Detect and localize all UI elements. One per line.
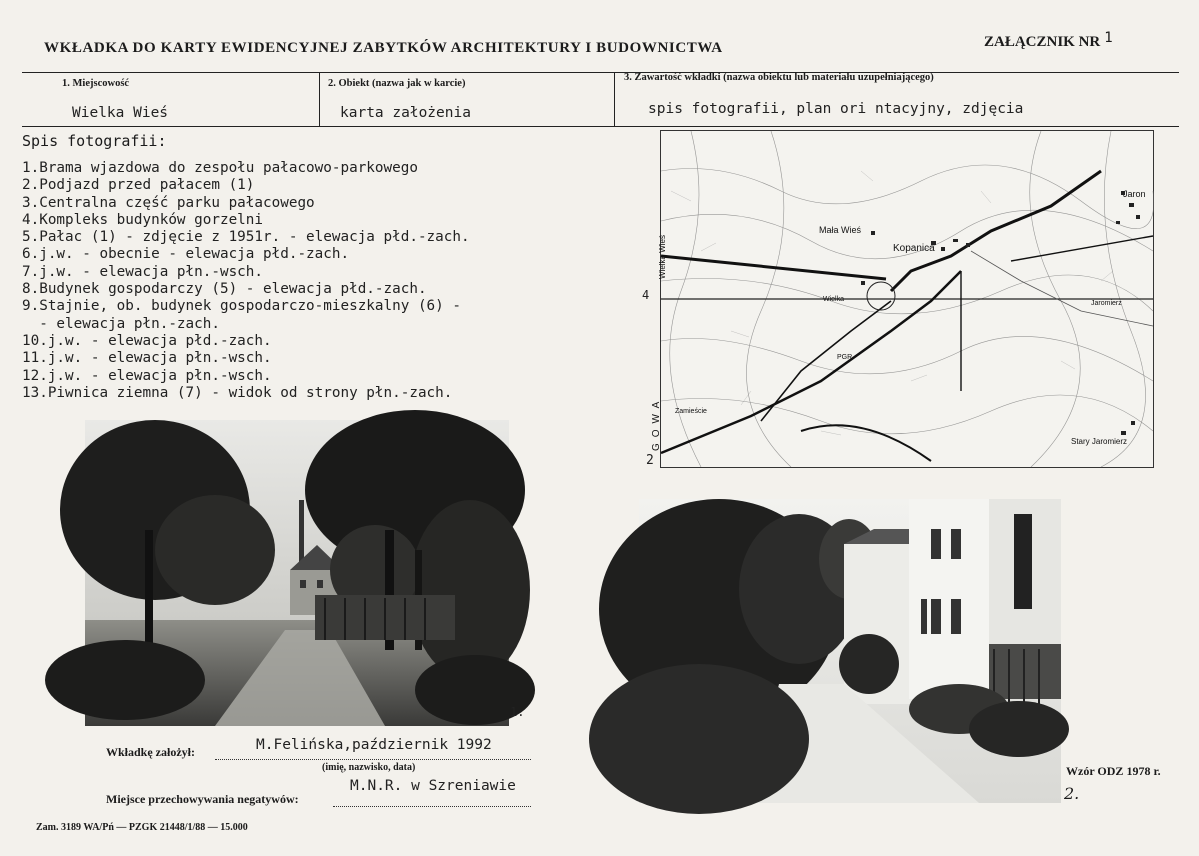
map-label-gowa: GOWA bbox=[651, 395, 662, 451]
list-item: 1.Brama wjazdowa do zespołu pałacowo-parkowego bbox=[22, 160, 418, 176]
map-label-mala-wies: Mała Wieś bbox=[819, 225, 862, 235]
map-label-jaron: Jaron bbox=[1123, 189, 1146, 199]
list-item: 6.j.w. - obecnie - elewacja płd.-zach. bbox=[22, 246, 350, 263]
author-dotline bbox=[215, 759, 531, 760]
photo-driveway-image bbox=[639, 499, 1061, 803]
list-item: - elewacja płn.-zach. bbox=[22, 315, 220, 332]
storage-value: M.N.R. w Szreniawie bbox=[350, 778, 516, 794]
storage-dotline bbox=[333, 806, 531, 807]
locality-label: 1. Miejscowość bbox=[62, 78, 130, 89]
map-label-kopanica: Kopanica bbox=[893, 243, 935, 254]
object-value: karta założenia bbox=[340, 105, 471, 121]
list-item: 4.Kompleks budynków gorzelni bbox=[22, 211, 264, 228]
map-label-jaromierz: Jaromierz bbox=[1091, 300, 1122, 307]
author-hint: (imię, nazwisko, data) bbox=[322, 762, 416, 773]
photo-list-title: Spis fotografii: bbox=[22, 132, 167, 150]
list-item: 3.Centralna część parku pałacowego bbox=[22, 194, 315, 211]
map-label-stary-jaromierz: Stary Jaromierz bbox=[1071, 437, 1128, 446]
list-item: 8.Budynek gospodarczy (5) - elewacja płd.-zach. bbox=[22, 281, 427, 298]
annex-label bbox=[984, 30, 1113, 51]
list-item: 10.j.w. - elewacja płd.-zach. bbox=[22, 332, 272, 349]
map-label-wielka-wies: Wielka Wieś bbox=[658, 234, 667, 279]
map-margin-number-bottom: 2 bbox=[646, 453, 654, 468]
photo-gate-image bbox=[85, 420, 509, 726]
print-info: Zam. 3189 WA/Pń — PZGK 21448/1/88 — 15.000 bbox=[36, 822, 248, 833]
author-label: Wkładkę założył: bbox=[106, 745, 195, 759]
storage-label: Miejsce przechowywania negatywów: bbox=[106, 792, 299, 806]
photo-1-number: 1. bbox=[510, 705, 525, 719]
list-item: 9.Stajnie, ob. budynek gospodarczo-mieszkalny (6) - bbox=[22, 298, 461, 315]
contents-value: spis fotografii, plan ori ntacyjny, zdjęcia bbox=[648, 101, 1024, 117]
contents-label: 3. Zawartość wkładki (nazwa obiektu lub materiału uzupełniającego) bbox=[624, 72, 934, 83]
fields-rule bbox=[22, 126, 1179, 127]
list-item: 7.j.w. - elewacja płn.-wsch. bbox=[22, 263, 264, 280]
field-divider-1 bbox=[319, 72, 320, 127]
list-item: 5.Pałac (1) - zdjęcie z 1951r. - elewacja płd.-zach. bbox=[22, 229, 470, 246]
object-label: 2. Obiekt (nazwa jak w karcie) bbox=[328, 78, 466, 89]
photo-list bbox=[22, 132, 470, 402]
map-label-pgr: PGR bbox=[837, 354, 853, 361]
map-label-zamiescie: Zamieście bbox=[675, 408, 707, 415]
map-margin-number-top: 4 bbox=[642, 288, 650, 302]
locality-value: Wielka Wieś bbox=[72, 105, 169, 121]
annex-number: 1 bbox=[1104, 30, 1113, 46]
list-item: 12.j.w. - elewacja płn.-wsch. bbox=[22, 367, 272, 384]
header-rule bbox=[22, 72, 1179, 73]
map-graphic bbox=[651, 131, 1153, 467]
list-item: 13.Piwnica ziemna (7) - widok od strony płn.-zach. bbox=[22, 384, 453, 401]
annex-label-text: ZAŁĄCZNIK NR bbox=[984, 34, 1101, 50]
template-label: Wzór ODZ 1978 r. bbox=[1066, 764, 1161, 778]
list-item: 11.j.w. - elewacja płn.-wsch. bbox=[22, 350, 272, 367]
list-item: 2.Podjazd przed pałacem (1) bbox=[22, 177, 255, 194]
author-value: M.Felińska,październik 1992 bbox=[256, 737, 492, 753]
orientation-map bbox=[651, 130, 1154, 468]
photo-driveway bbox=[639, 499, 1061, 803]
photo-2-number: 2. bbox=[1064, 784, 1080, 803]
document-title: WKŁADKA DO KARTY EWIDENCYJNEJ ZABYTKÓW ARCHITEKTURY I BUDOWNICTWA bbox=[44, 40, 723, 56]
field-divider-2 bbox=[614, 72, 615, 127]
map-label-wielka: Wielka bbox=[823, 296, 845, 303]
photo-gate bbox=[85, 420, 509, 726]
